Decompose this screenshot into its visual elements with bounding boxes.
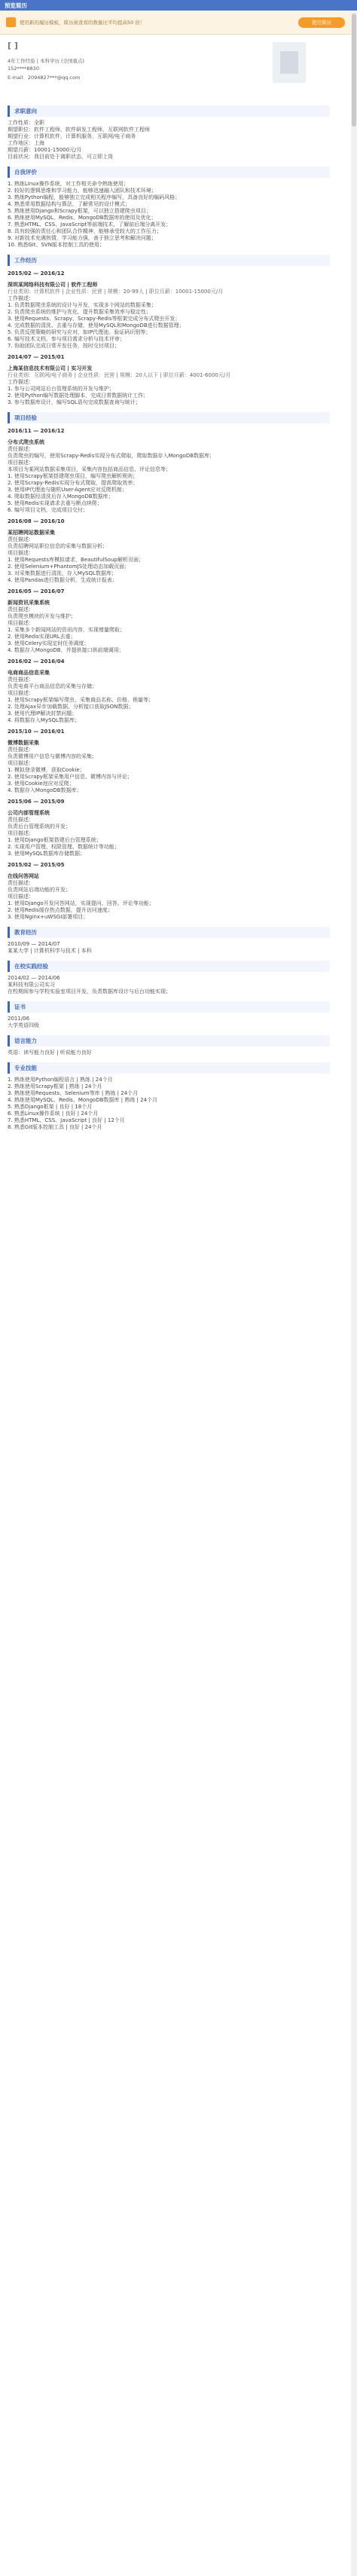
project-line: 负责后台管理系统的开发； bbox=[8, 824, 71, 830]
project-line: 2. 使用Redis缓存热点数据，提升访问速度； bbox=[8, 907, 113, 913]
project-line: 负责微博用户信息与微博内容的采集； bbox=[8, 753, 97, 759]
skill-line: 3. 熟练使用Requests、Selenium等库 | 熟练 | 24个月 bbox=[8, 1090, 139, 1096]
job-line: 工作描述： bbox=[8, 295, 34, 301]
project-date: 2016/08 — 2016/10 bbox=[8, 518, 65, 524]
project-line: 责任描述： bbox=[8, 446, 34, 452]
job-line: 3. 参与数据库设计，编写SQL语句完成数据查询与统计； bbox=[8, 399, 141, 405]
project-line: 责任描述： bbox=[8, 817, 34, 823]
project-line: 4. 数据存入MongoDB数据库； bbox=[8, 787, 82, 793]
intent-line: 工作性质：全职 bbox=[8, 120, 44, 126]
project-line: 5. 使用Redis实现请求去重与断点续爬； bbox=[8, 500, 102, 506]
school-line: 2014/02 — 2014/06 bbox=[8, 975, 60, 981]
evaluation-line: 4. 熟悉常用数据结构与算法，了解常见的设计模式； bbox=[8, 201, 130, 207]
evaluation-line: 3. 熟练Python编程，能够独立完成相关程序编写，具备良好的编码风格； bbox=[8, 194, 181, 200]
job-line: 4. 完成数据的清洗、去重与存储，使用MySQL和MongoDB进行数据管理； bbox=[8, 322, 185, 328]
skill-line: 6. 熟悉Linux操作系统 | 良好 | 24个月 bbox=[8, 1111, 99, 1117]
project-line: 1. 使用Scrapy框架搭建爬虫项目，编写爬虫解析规则； bbox=[8, 473, 138, 479]
project-date: 2016/05 — 2016/07 bbox=[8, 588, 65, 594]
profile-email: E-mail：2094827***@qq.com bbox=[8, 75, 81, 81]
project-name: 分布式爬虫系统 bbox=[8, 439, 44, 445]
scrollbar-thumb[interactable] bbox=[352, 14, 356, 127]
info-icon bbox=[6, 17, 16, 27]
project-line: 负责爬虫模块的开发与维护； bbox=[8, 613, 76, 619]
project-date: 2015/02 — 2015/05 bbox=[8, 862, 65, 868]
evaluation-line: 9. 对新技术充满热情，学习能力强，善于独立思考和解决问题； bbox=[8, 235, 157, 241]
work-experience-title: 工作经历 bbox=[8, 255, 330, 266]
project-line: 项目描述： bbox=[8, 894, 34, 900]
project-line: 4. 爬取数据经清洗后存入MongoDB数据库； bbox=[8, 494, 114, 500]
upgrade-notice bbox=[0, 11, 357, 35]
job-company: 上海某信息技术有限公司 | 实习开发 bbox=[8, 365, 93, 371]
skill-line: 1. 熟练使用Python编程语言 | 熟练 | 24个月 bbox=[8, 1077, 113, 1083]
project-line: 2. 使用Redis实现URL去重； bbox=[8, 634, 76, 640]
project-line: 3. 使用MySQL数据库存储数据； bbox=[8, 851, 85, 857]
use-template-button[interactable]: 使用简历 bbox=[298, 17, 345, 28]
project-date: 2015/10 — 2016/01 bbox=[8, 729, 65, 735]
job-line: 2. 负责爬虫系统的维护与优化，提升数据采集效率与稳定性； bbox=[8, 309, 151, 315]
intent-line: 期望行业：计算机软件，计算机服务，互联网/电子商务 bbox=[8, 133, 136, 139]
notice-text: 使用新的履历模板，简历被查看的数量比平均提高50 倍！ bbox=[20, 20, 145, 26]
evaluation-line: 10. 熟悉Git、SVN版本控制工具的使用； bbox=[8, 242, 105, 248]
project-line: 负责招聘网站职位信息的采集与数据分析； bbox=[8, 543, 108, 549]
project-name: 微博数据采集 bbox=[8, 740, 39, 746]
self-evaluation-title: 自我评价 bbox=[8, 167, 330, 178]
skill-line: 4. 熟练使用MySQL、Redis、MongoDB数据库 | 熟练 | 24个月 bbox=[8, 1097, 158, 1103]
job-line: 工作描述： bbox=[8, 379, 34, 385]
project-line: 2. 实现用户管理、权限管理、数据统计等功能； bbox=[8, 844, 120, 850]
project-line: 责任描述： bbox=[8, 747, 34, 753]
intent-line: 目前状况：我目前处于离职状态，可立即上岗 bbox=[8, 154, 113, 160]
skill-line: 7. 熟悉HTML、CSS、JavaScript | 良好 | 12个月 bbox=[8, 1117, 125, 1123]
project-line: 负责爬虫的编写，使用Scrapy-Redis实现分布式爬取，爬取数据存入MongoDB数据库； bbox=[8, 453, 215, 459]
project-line: 1. 使用Django开发问答网站，实现提问、回答、评论等功能； bbox=[8, 900, 154, 906]
project-line: 本项目为某网站数据采集项目，采集内容包括商品信息、评论信息等； bbox=[8, 466, 171, 472]
project-line: 项目描述： bbox=[8, 620, 34, 626]
project-line: 2. 使用Selenium+PhantomJS处理动态加载页面； bbox=[8, 564, 130, 570]
project-line: 1. 采集多个新闻网站的资讯内容，实现增量爬取； bbox=[8, 627, 125, 633]
certificates-title: 证书 bbox=[8, 1001, 330, 1013]
scrollbar[interactable] bbox=[351, 11, 357, 2576]
school-line: 某科技有限公司实习 bbox=[8, 982, 55, 988]
project-line: 4. 数据存入MongoDB，并提供接口供前端调用； bbox=[8, 647, 124, 653]
job-line: 1. 参与公司网站后台管理系统的开发与维护； bbox=[8, 386, 114, 392]
job-date: 2014/07 — 2015/01 bbox=[8, 354, 65, 360]
job-meta: 行业类别：互联网/电子商务 | 企业性质：民营 | 规模：20人以下 | 职位月薪：4001-6000元/月 bbox=[8, 372, 231, 378]
job-meta: 行业类别：计算机软件 | 企业性质：民营 | 规模：20-99人 | 职位月薪：10001-15000元/月 bbox=[8, 289, 224, 295]
job-line: 6. 编写技术文档，参与项目需求分析与技术评审； bbox=[8, 336, 125, 342]
project-line: 3. 使用Celery实现定时任务调度； bbox=[8, 640, 90, 646]
languages-title: 语言能力 bbox=[8, 1035, 330, 1047]
project-date: 2016/02 — 2016/04 bbox=[8, 659, 65, 665]
evaluation-line: 2. 较好的逻辑思维和学习能力，能够迅速融入团队和技术环境； bbox=[8, 188, 157, 194]
skill-line: 5. 熟悉Django框架 | 良好 | 18个月 bbox=[8, 1104, 93, 1110]
intent-line: 期望职位：软件工程师，软件研发工程师，互联网软件工程师 bbox=[8, 127, 150, 133]
project-line: 项目描述： bbox=[8, 550, 34, 556]
profile-phone: 152****8830 bbox=[8, 66, 39, 72]
job-date: 2015/02 — 2016/12 bbox=[8, 270, 65, 277]
project-line: 6. 编写项目文档，完成项目交付； bbox=[8, 507, 88, 513]
evaluation-line: 6. 熟练使用MySQL、Redis、MongoDB数据库的使用及优化； bbox=[8, 215, 157, 221]
project-line: 1. 模拟登录微博，获取Cookie； bbox=[8, 767, 85, 773]
evaluation-line: 5. 熟练使用Django和Scrapy框架，可以独立搭建爬虫项目； bbox=[8, 208, 151, 214]
education-title: 教育经历 bbox=[8, 927, 330, 938]
evaluation-line: 7. 熟悉HTML、CSS、JavaScript等前端技术，了解前后端分离开发； bbox=[8, 222, 172, 228]
project-line: 项目描述： bbox=[8, 460, 34, 466]
profile-header bbox=[0, 35, 357, 95]
project-line: 3. 使用Nginx+uWSGI部署项目； bbox=[8, 914, 89, 920]
project-date: 2015/06 — 2015/09 bbox=[8, 799, 65, 805]
intent-line: 工作地区：上海 bbox=[8, 140, 44, 146]
job-line: 7. 协助团队完成日常开发任务，按时交付项目； bbox=[8, 343, 120, 349]
avatar bbox=[273, 42, 306, 83]
resume-body bbox=[8, 99, 330, 1131]
project-line: 3. 使用代理IP解决封禁问题； bbox=[8, 710, 78, 717]
project-line: 4. 使用Pandas进行数据分析，生成统计报表； bbox=[8, 577, 117, 583]
language-line: 英语：读写能力良好 | 听说能力良好 bbox=[8, 1050, 92, 1056]
project-line: 项目描述： bbox=[8, 830, 34, 836]
project-line: 4. 将数据存入MySQL数据库； bbox=[8, 717, 80, 723]
skill-line: 8. 熟悉Git版本控制工具 | 良好 | 24个月 bbox=[8, 1124, 102, 1130]
skills-title: 专业技能 bbox=[8, 1062, 330, 1074]
profile-experience: 4年工作经验 | 本科学历 (全国重点) bbox=[8, 58, 85, 64]
project-name: 公司内部管理系统 bbox=[8, 810, 50, 816]
job-intent-title: 求职意向 bbox=[8, 105, 330, 117]
project-line: 3. 对采集数据进行清洗，存入MySQL数据库； bbox=[8, 570, 117, 576]
school-practice-title: 在校实践经验 bbox=[8, 961, 330, 972]
evaluation-line: 1. 熟练Linux操作系统，对工作相关命令熟练使用； bbox=[8, 181, 129, 187]
education-line: 2010/09 — 2014/07 bbox=[8, 941, 60, 947]
project-name: 新闻资讯采集系统 bbox=[8, 600, 50, 606]
school-line: 在校期间参与学校实验室项目开发，负责数据库设计与后台功能实现； bbox=[8, 989, 171, 995]
project-experience-title: 项目经验 bbox=[8, 412, 330, 423]
evaluation-line: 8. 具有较强的责任心和团队合作精神，能够承受较大的工作压力； bbox=[8, 228, 162, 234]
cert-line: 大学英语四级 bbox=[8, 1022, 39, 1028]
project-line: 责任描述： bbox=[8, 880, 34, 886]
education-line: 某某大学 | 计算机科学与技术 | 本科 bbox=[8, 948, 92, 954]
project-line: 责任描述： bbox=[8, 536, 34, 542]
project-line: 负责电商平台商品信息的采集与存储； bbox=[8, 683, 97, 689]
intent-line: 期望月薪：10001-15000元/月 bbox=[8, 147, 82, 153]
project-name: 在线问答网站 bbox=[8, 873, 39, 879]
project-name: 某招聘网站数据采集 bbox=[8, 530, 55, 536]
project-line: 2. 使用Scrapy-Redis实现分布式爬取，提高爬取效率； bbox=[8, 480, 139, 486]
cert-line: 2011/06 bbox=[8, 1016, 30, 1022]
job-line: 2. 使用Python编写数据处理脚本，完成日常数据统计工作； bbox=[8, 393, 149, 399]
project-line: 3. 使用Cookie池应对反爬； bbox=[8, 781, 75, 787]
top-bar bbox=[0, 0, 357, 11]
candidate-name: [ ] bbox=[8, 41, 18, 50]
project-line: 2. 使用Scrapy框架采集用户信息、微博内容与评论； bbox=[8, 774, 133, 780]
job-line: 5. 负责反爬策略的研究与应对，如IP代理池、验证码识别等； bbox=[8, 329, 151, 335]
project-line: 项目描述： bbox=[8, 690, 34, 696]
project-line: 1. 使用Django框架搭建后台管理系统； bbox=[8, 837, 102, 843]
job-line: 1. 负责数据爬虫系统的设计与开发，实现多个网站的数据采集； bbox=[8, 302, 157, 308]
project-line: 负责网站后端功能的开发； bbox=[8, 887, 71, 893]
job-company: 深圳某网络科技有限公司 | 软件工程师 bbox=[8, 282, 98, 288]
project-line: 3. 使用IP代理池与随机User-Agent应对反爬机制； bbox=[8, 487, 127, 493]
project-line: 1. 使用Scrapy框架编写爬虫，采集商品名称、价格、销量等； bbox=[8, 697, 154, 703]
project-line: 1. 使用Requests库模拟请求，BeautifulSoup解析页面； bbox=[8, 557, 144, 563]
project-line: 责任描述： bbox=[8, 677, 34, 683]
job-line: 3. 使用Requests、Scrapy、Scrapy-Redis等框架完成分布式爬虫开发； bbox=[8, 316, 181, 322]
project-line: 项目描述： bbox=[8, 760, 34, 766]
project-line: 2. 处理Ajax异步加载数据，分析接口获取JSON数据； bbox=[8, 704, 134, 710]
project-name: 电商商品信息采集 bbox=[8, 670, 50, 676]
project-line: 责任描述： bbox=[8, 607, 34, 613]
project-date: 2016/11 — 2016/12 bbox=[8, 428, 65, 434]
window-title: 预览简历 bbox=[5, 2, 27, 9]
skill-line: 2. 熟练使用Scrapy框架 | 熟练 | 24个月 bbox=[8, 1083, 102, 1089]
